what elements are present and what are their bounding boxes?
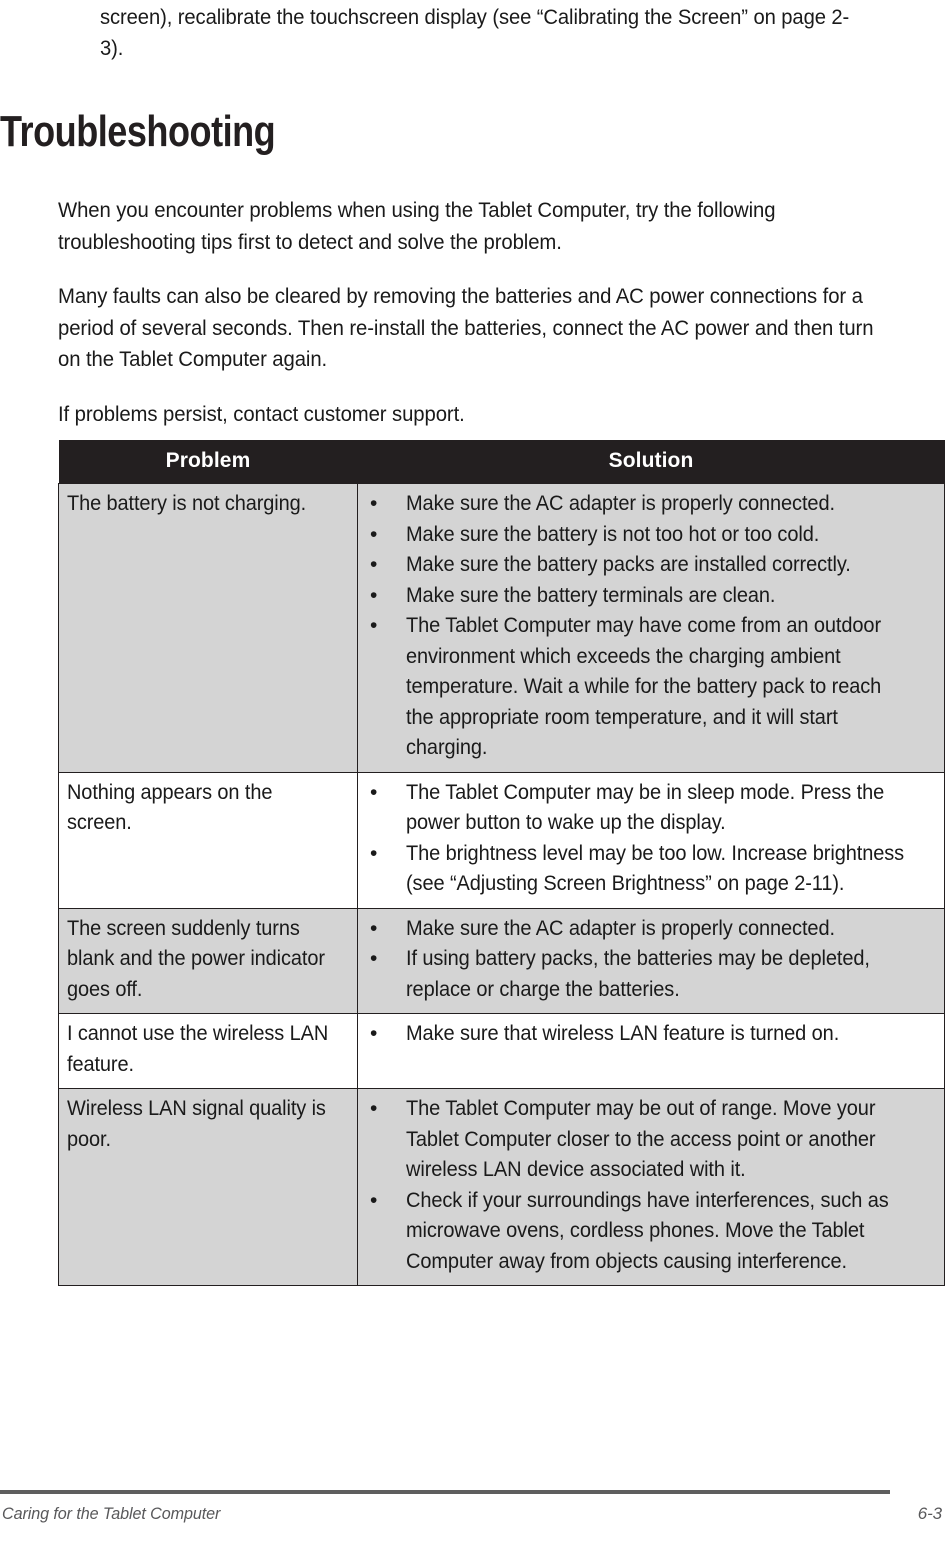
intro-paragraph-2: Many faults can also be cleared by removing the batteries and AC power connections for a period of several seconds. Then re-install the batteries, connect the AC power and then turn on the Tablet Computer again. (58, 284, 874, 371)
table-header-row (59, 440, 945, 484)
column-header-solution: Solution (358, 440, 945, 484)
problem-cell (59, 1014, 358, 1089)
list-item (366, 1019, 936, 1050)
bullet-icon: • (370, 841, 378, 865)
solution-list (366, 489, 936, 764)
page-title: Troubleshooting (0, 107, 276, 157)
problem-text: Nothing appears on the screen. (67, 780, 273, 834)
intro-paragraph-1: When you encounter problems when using the Tablet Computer, try the following troubleshooting tips first to detect and solve the problem. (58, 198, 776, 254)
table-row (59, 1089, 945, 1286)
bullet-icon: • (370, 492, 378, 515)
solution-list (366, 914, 936, 1006)
solution-text: Make sure the battery packs are installed correctly. (406, 553, 851, 576)
list-item (366, 581, 936, 612)
solution-cell (358, 1089, 945, 1286)
list-item (366, 520, 936, 551)
intro-paragraph-3: If problems persist, contact customer support. (58, 401, 465, 426)
list-item (366, 914, 936, 945)
troubleshooting-table (58, 440, 945, 1286)
bullet-icon: • (370, 614, 378, 637)
solution-text: Make sure the AC adapter is properly connected. (406, 492, 835, 515)
footer-page-number: 6-3 (917, 1504, 942, 1523)
solution-text: The Tablet Computer may be in sleep mode. Press the power button to wake up the display. (406, 780, 885, 834)
solution-text: The Tablet Computer may be out of range. Move your Tablet Computer closer to the access point or another wireless LAN device associated with it. (406, 1097, 876, 1181)
solution-text: Make sure the battery terminals are clean. (406, 583, 776, 607)
bullet-icon: • (370, 916, 378, 940)
bullet-icon: • (370, 553, 378, 576)
problem-text: The screen suddenly turns blank and the power indicator goes off. (67, 916, 325, 1001)
list-item (366, 944, 936, 1005)
list-item (366, 550, 936, 581)
solution-cell (358, 484, 945, 773)
table-row (59, 1014, 945, 1089)
list-item (366, 611, 936, 764)
solution-cell (358, 772, 945, 908)
problem-text: The battery is not charging. (67, 492, 307, 515)
continued-paragraph: screen), recalibrate the touchscreen display (see “Calibrating the Screen” on page 2-3). (100, 5, 850, 60)
solution-text: Make sure that wireless LAN feature is turned on. (406, 1022, 840, 1045)
bullet-icon: • (370, 522, 378, 546)
solution-cell (358, 1014, 945, 1089)
problem-cell (59, 1089, 358, 1286)
table-row (59, 908, 945, 1014)
list-item (366, 778, 936, 839)
table-body (59, 484, 945, 1286)
solution-text: Make sure the battery is not too hot or too cold. (406, 522, 820, 546)
problem-cell (59, 484, 358, 773)
list-item (366, 1186, 936, 1278)
list-item (366, 489, 936, 520)
solution-text: Check if your surroundings have interferences, such as microwave ovens, cordless phones. Move the Tablet Computer away from objects causing interference. (406, 1188, 889, 1273)
solution-list (366, 778, 936, 900)
footer-chapter-title: Caring for the Tablet Computer (2, 1504, 221, 1523)
solution-text: The Tablet Computer may have come from an outdoor environment which exceeds the charging ambient temperature. Wait a while for the battery pack to reach the appropriate room temperature, and it will start charging. (406, 614, 882, 759)
troubleshooting-table-wrapper (58, 440, 944, 1286)
table-row (59, 772, 945, 908)
table-row (59, 484, 945, 773)
solution-text: Make sure the AC adapter is properly connected. (406, 916, 835, 940)
intro-text-block (58, 195, 938, 453)
footer-divider (0, 1490, 890, 1494)
problem-text: I cannot use the wireless LAN feature. (67, 1022, 329, 1076)
solution-text: The brightness level may be too low. Increase brightness (see “Adjusting Screen Brightness” on page 2-11). (406, 841, 905, 895)
bullet-icon: • (370, 583, 378, 607)
table-header (59, 440, 945, 484)
solution-list (366, 1094, 936, 1277)
problem-cell (59, 908, 358, 1014)
solution-list (366, 1019, 936, 1050)
solution-text: If using battery packs, the batteries may be depleted, replace or charge the batteries. (406, 947, 870, 1001)
column-header-problem: Problem (59, 440, 358, 484)
list-item (366, 839, 936, 900)
bullet-icon: • (370, 1022, 378, 1045)
bullet-icon: • (370, 780, 378, 804)
problem-cell (59, 772, 358, 908)
list-item (366, 1094, 936, 1186)
problem-text: Wireless LAN signal quality is poor. (67, 1097, 326, 1151)
bullet-icon: • (370, 1188, 378, 1212)
solution-cell (358, 908, 945, 1014)
bullet-icon: • (370, 1097, 378, 1120)
bullet-icon: • (370, 947, 378, 970)
